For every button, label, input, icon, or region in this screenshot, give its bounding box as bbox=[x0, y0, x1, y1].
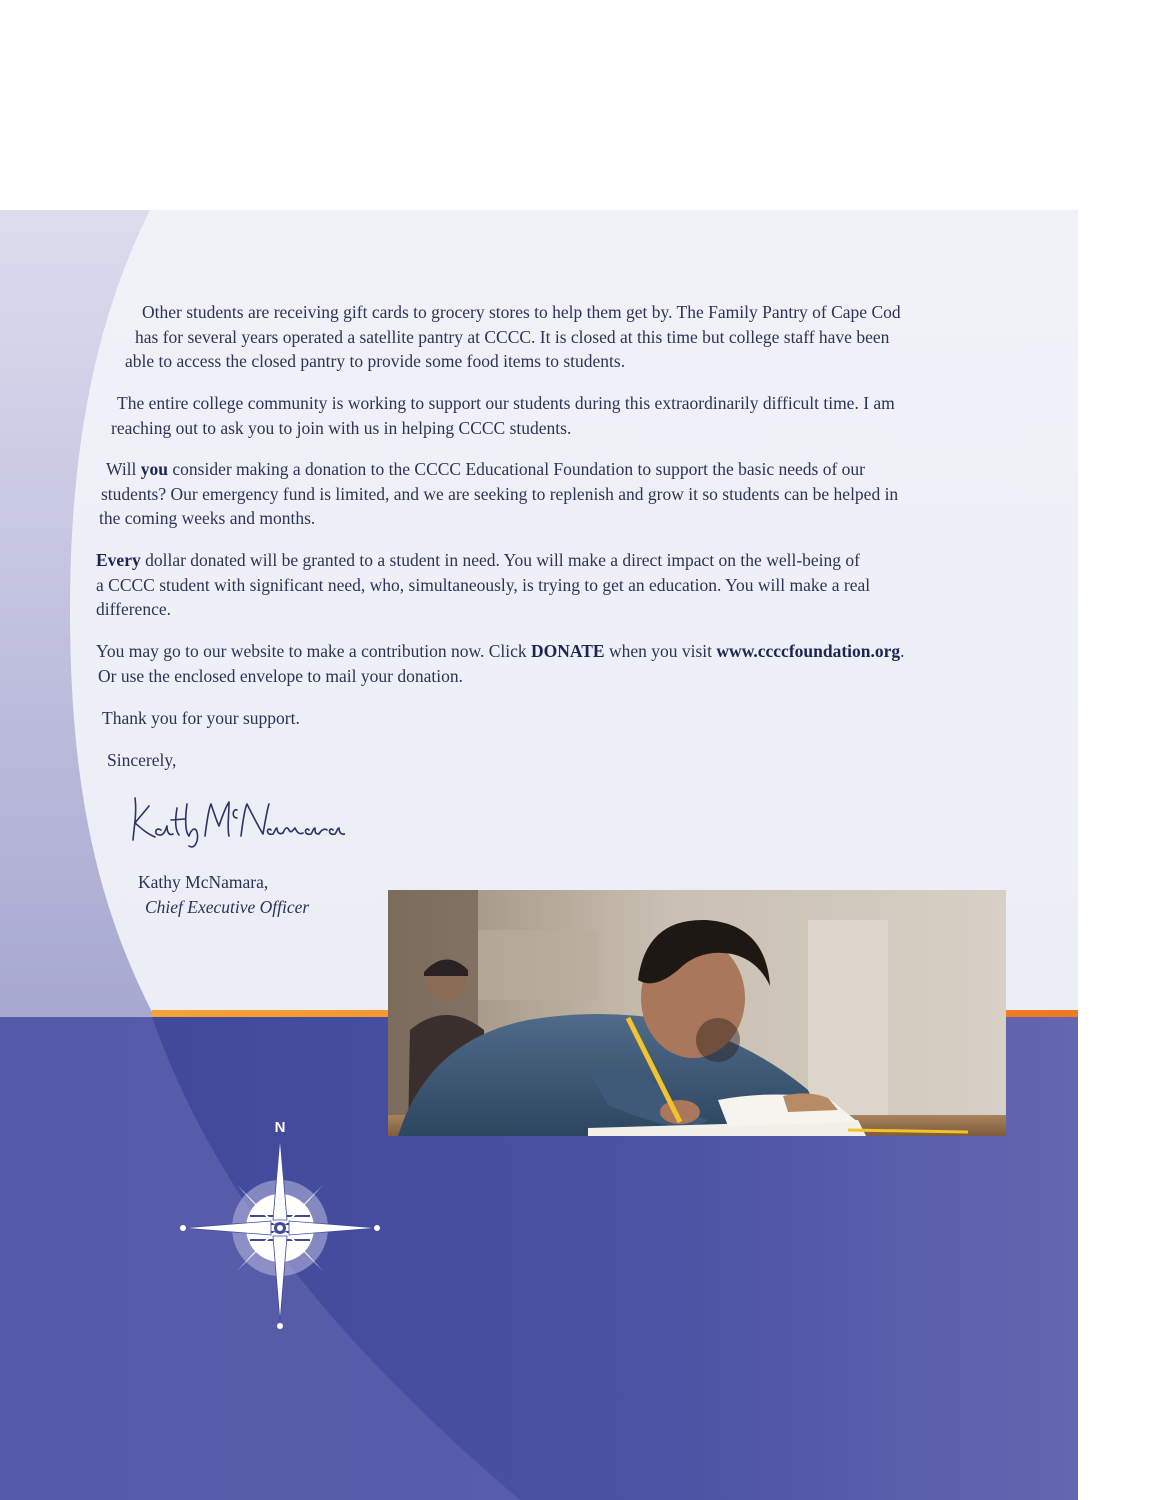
text-run: . bbox=[900, 641, 905, 661]
text-run: You may go to our website to make a contribution now. Click bbox=[96, 641, 532, 661]
paragraph-line: Or use the enclosed envelope to mail your donation. bbox=[98, 665, 463, 686]
paragraph-line: students? Our emergency fund is limited, and we are seeking to replenish and grow it so students can be helped in bbox=[101, 483, 899, 504]
paragraph-1 bbox=[125, 300, 901, 374]
paragraph-line: able to access the closed pantry to provide some food items to students. bbox=[125, 351, 626, 371]
donate-label: DONATE bbox=[531, 641, 605, 661]
paragraph-2 bbox=[111, 391, 895, 440]
signer-title: Chief Executive Officer bbox=[145, 897, 310, 917]
paragraph-line: the coming weeks and months. bbox=[99, 508, 316, 528]
student-photo bbox=[388, 890, 1006, 1136]
website-link[interactable]: www.ccccfoundation.org bbox=[716, 641, 901, 661]
signature-image bbox=[125, 790, 345, 854]
text-run: Will bbox=[106, 459, 141, 479]
paragraph-line bbox=[99, 457, 898, 482]
paragraph-line: Other students are receiving gift cards to grocery stores to help them get by. The Family Pantry of Cape Cod bbox=[142, 302, 901, 322]
text-run: dollar donated will be granted to a student in need. You will make a direct impact on the well-being of bbox=[140, 550, 860, 570]
text-run: consider making a donation to the CCCC Educational Foundation to support the basic needs of our bbox=[168, 459, 865, 479]
compass-north-label: N bbox=[274, 1119, 286, 1136]
signer-name: Kathy McNamara, bbox=[138, 872, 269, 892]
paragraph-line: a CCCC student with significant need, who, simultaneously, is trying to get an education. You will make a real bbox=[96, 574, 871, 595]
paragraph-3 bbox=[99, 457, 898, 531]
thanks-line: Thank you for your support. bbox=[102, 708, 300, 728]
paragraph-5 bbox=[96, 639, 905, 688]
emphasis-every: Every bbox=[96, 550, 141, 570]
closing-line: Sincerely, bbox=[107, 750, 177, 770]
paragraph-line: difference. bbox=[96, 599, 171, 619]
compass-rose-logo bbox=[175, 1112, 385, 1338]
paragraph-line: has for several years operated a satellite pantry at CCCC. It is closed at this time but college staff have been bbox=[135, 326, 890, 347]
paragraph-line bbox=[96, 548, 870, 573]
text-run: when you visit bbox=[604, 641, 717, 661]
paragraph-line: The entire college community is working to support our students during this extraordinarily difficult time. I am bbox=[117, 393, 895, 413]
paragraph-line bbox=[96, 639, 905, 664]
paragraph-line: reaching out to ask you to join with us in helping CCCC students. bbox=[111, 417, 572, 438]
paragraph-4 bbox=[96, 548, 870, 622]
emphasis-you: you bbox=[140, 459, 169, 479]
